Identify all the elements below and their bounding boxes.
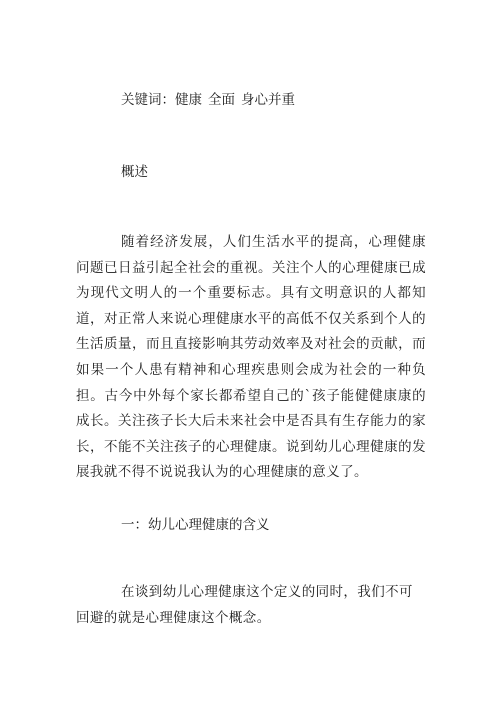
body-paragraph [76,230,426,486]
keyword-term: 全面 [208,92,235,108]
paragraph-text: 在谈到幼儿心理健康这个定义的同时，我们不可回避的就是心理健康这个概念。 [76,584,413,626]
keyword-term: 健康 [175,92,202,108]
keyword-term: 身心并重 [241,92,295,108]
keywords-label: 关键词： [121,92,175,108]
body-paragraph [76,580,426,631]
paragraph-text: 随着经济发展，人们生活水平的提高，心理健康问题已日益引起全社会的重视。关注个人的心理健康已成为现代文明人的一个重要标志。具有文明意识的人都知道，对正常人来说心理健康水平的高低不仅关系到个人的生活质量，而且直接影响其劳动效率及对社会的贡献，而如果一个人患有精神和心理疾患则会成为社会的一种负担。古今中外每个家长都希望自己的`孩子能健健康康的成长。关注孩子长大后未来社会中是否具有生存能力的家长，不能不关注孩子的心理健康。说到幼儿心理健康的发展我就不得不说说我认为的心理健康的意义了。 [76,234,426,481]
section-heading: 一：幼儿心理健康的含义 [121,517,270,533]
keywords-line [121,88,441,108]
overview-heading: 概述 [121,164,148,180]
